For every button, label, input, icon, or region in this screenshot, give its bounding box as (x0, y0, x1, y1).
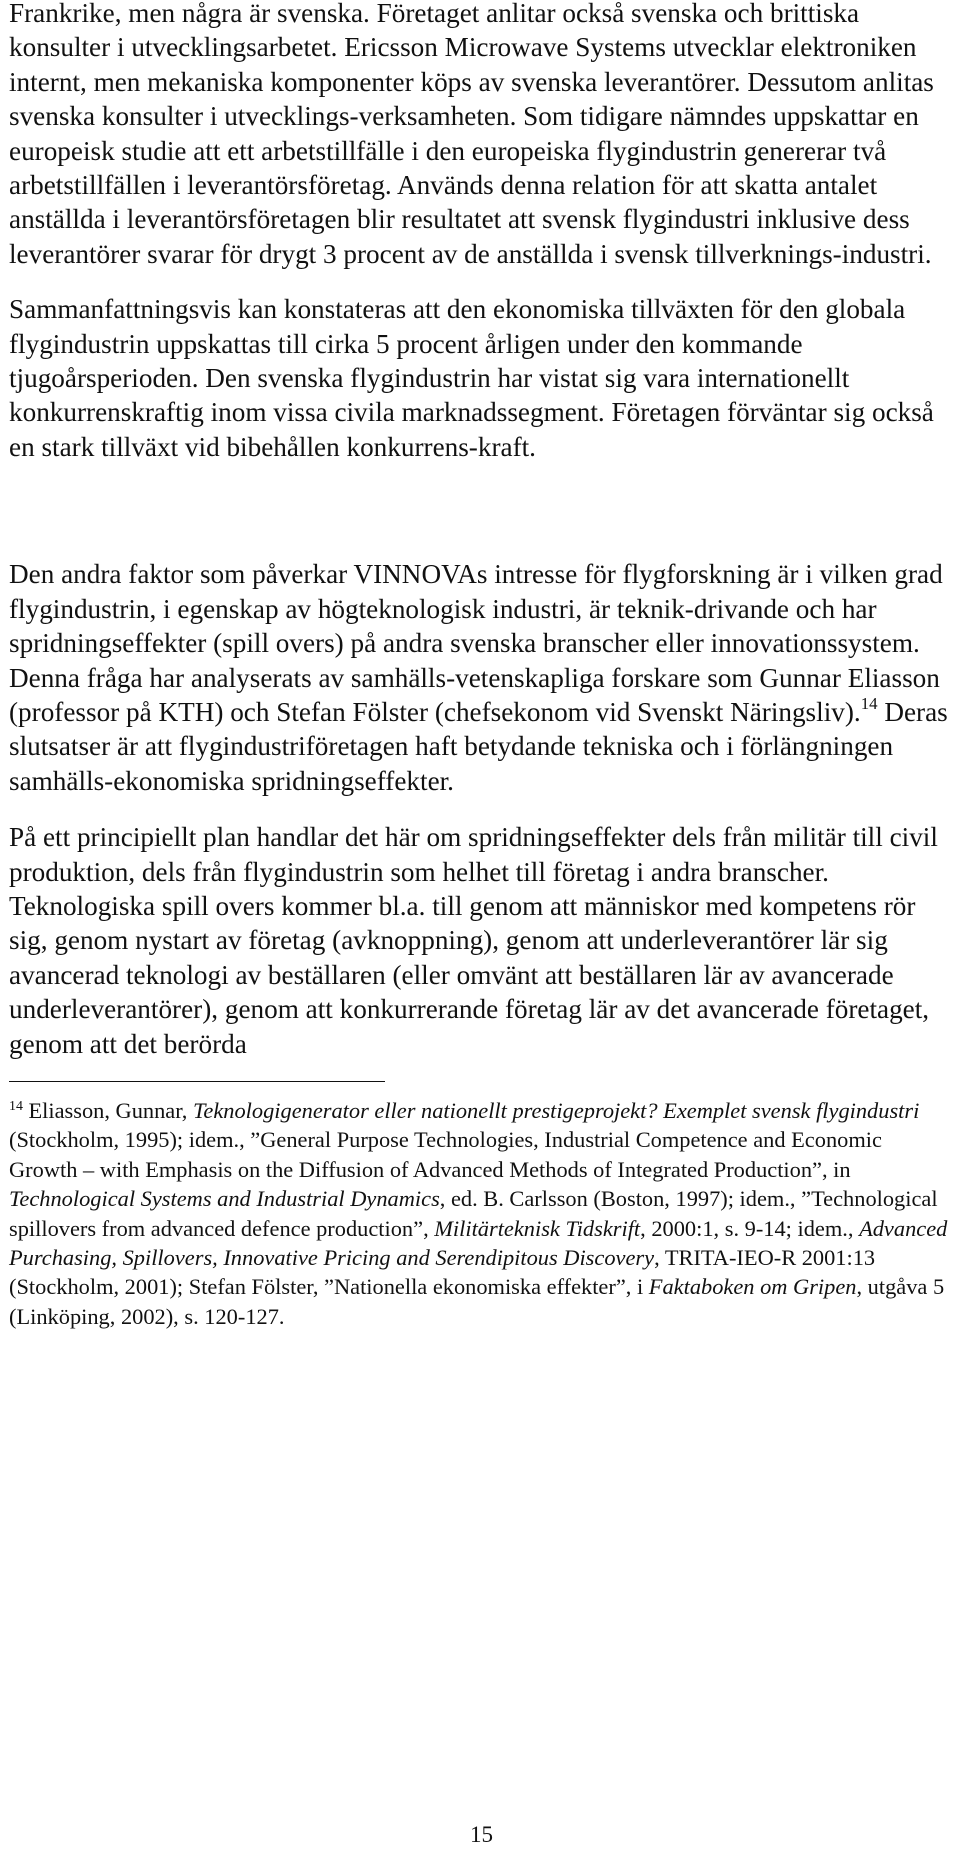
footnote-separator (9, 1081, 385, 1082)
document-page (9, 0, 954, 1875)
footnote-text: , TRITA-IEO-R 2001:13 (Stockholm, 2001); Stefan Fölster, ”Nationella ekonomiska effekter”, i (9, 1245, 876, 1300)
footnote-title: Advanced Purchasing, Spillovers, Innovative Pricing and Serendipitous Discovery (9, 1215, 948, 1270)
footnote-marker: 14 (9, 1099, 23, 1115)
footnote-14 (9, 1096, 954, 1331)
footnote-text: , 2000:1, s. 9-14; idem., (640, 1215, 860, 1241)
footnote-text: (Stockholm, 1995); idem., ”General Purpose Technologies, Industrial Competence and Economic Growth – with Emphasis on the Diffusion of Advanced Methods of Integrated Production”, in (9, 1127, 882, 1182)
footnote-text: Eliasson, Gunnar, (22, 1097, 193, 1123)
section-heading (9, 503, 954, 547)
footnote-title: Teknologigenerator eller nationellt prestigeprojekt? Exemplet svensk flygindustri (193, 1097, 920, 1123)
page-number: 15 (470, 1822, 493, 1847)
footnote-title: Faktaboken om Gripen (648, 1274, 857, 1300)
body-paragraph-1: Frankrike, men några är svenska. Företaget anlitar också svenska och brittiska konsulter i utvecklingsarbetet. Ericsson Microwave Systems utvecklar elektroniken internt, men mekaniska komponenter köps av svenska leverantörer. Dessutom anlitas svenska konsulter i utvecklings-verksamheten. Som tidigare nämndes uppskattar en europeisk studie att ett arbetstillfälle i den europeiska flygindustrin genererar två arbetstillfällen i leverantörsföretag. Används denna relation för att skatta antalet anställda i leverantörsföretagen blir resultatet att svensk flygindustri inklusive dess leverantörer svarar för drygt 3 procent av de anställda i svensk tillverknings-industri. (9, 0, 934, 269)
body-paragraph-2: Sammanfattningsvis kan konstateras att den ekonomiska tillväxten för den globala flygindustrin uppskattas till cirka 5 procent årligen under den kommande tjugoårsperioden. Den svenska flygindustrin har vistat sig vara internationellt konkurrenskraftig inom vissa civila marknadssegment. Företagen förväntar sig också en stark tillväxt vid bibehållen konkurrens-kraft. (9, 294, 934, 462)
paragraph-3-text-continued: Deras slutsatser är att flygindustriföretagen haft betydande tekniska och i förlängningen samhälls-ekonomiska spridningseffekter. (9, 696, 948, 796)
footnote-text: , ed. B. Carlsson (Boston, 1997); idem., ”Technological spillovers from advanced defence production”, (9, 1186, 938, 1241)
footnote-title: Technological Systems and Industrial Dynamics (9, 1186, 440, 1212)
footnote-title: Militärteknisk Tidskrift (434, 1215, 641, 1241)
body-paragraph-4: På ett principiellt plan handlar det här om spridningseffekter dels från militär till civil produktion, dels från flygindustrin som helhet till företag i andra branscher. Teknologiska spill overs kommer bl.a. till genom att människor med kompetens rör sig, genom nystart av företag (avknoppning), genom att underleverantörer lär sig avancerad teknologi av beställaren (eller omvänt att beställaren lär av avancerade underleverantörer), genom att konkurrerande företag lär av det avancerade företaget, genom att det berörda (9, 822, 938, 1059)
body-paragraph-3 (9, 557, 954, 798)
footnote-reference: 14 (860, 693, 878, 713)
paragraph-3-text: Den andra faktor som påverkar VINNOVAs intresse för flygforskning är i vilken grad flygindustrin, i egenskap av högteknologisk industri, är teknik-drivande och har spridningseffekter (spill overs) på andra svenska branscher eller innovationssystem. Denna fråga har analyserats av samhälls-vetenskapliga forskare som Gunnar Eliasson (professor på KTH) och Stefan Fölster (chefsekonom vid Svenskt Näringsliv). (9, 559, 943, 727)
footnote-text: , utgåva 5 (Linköping, 2002), s. 120-127. (9, 1274, 945, 1329)
